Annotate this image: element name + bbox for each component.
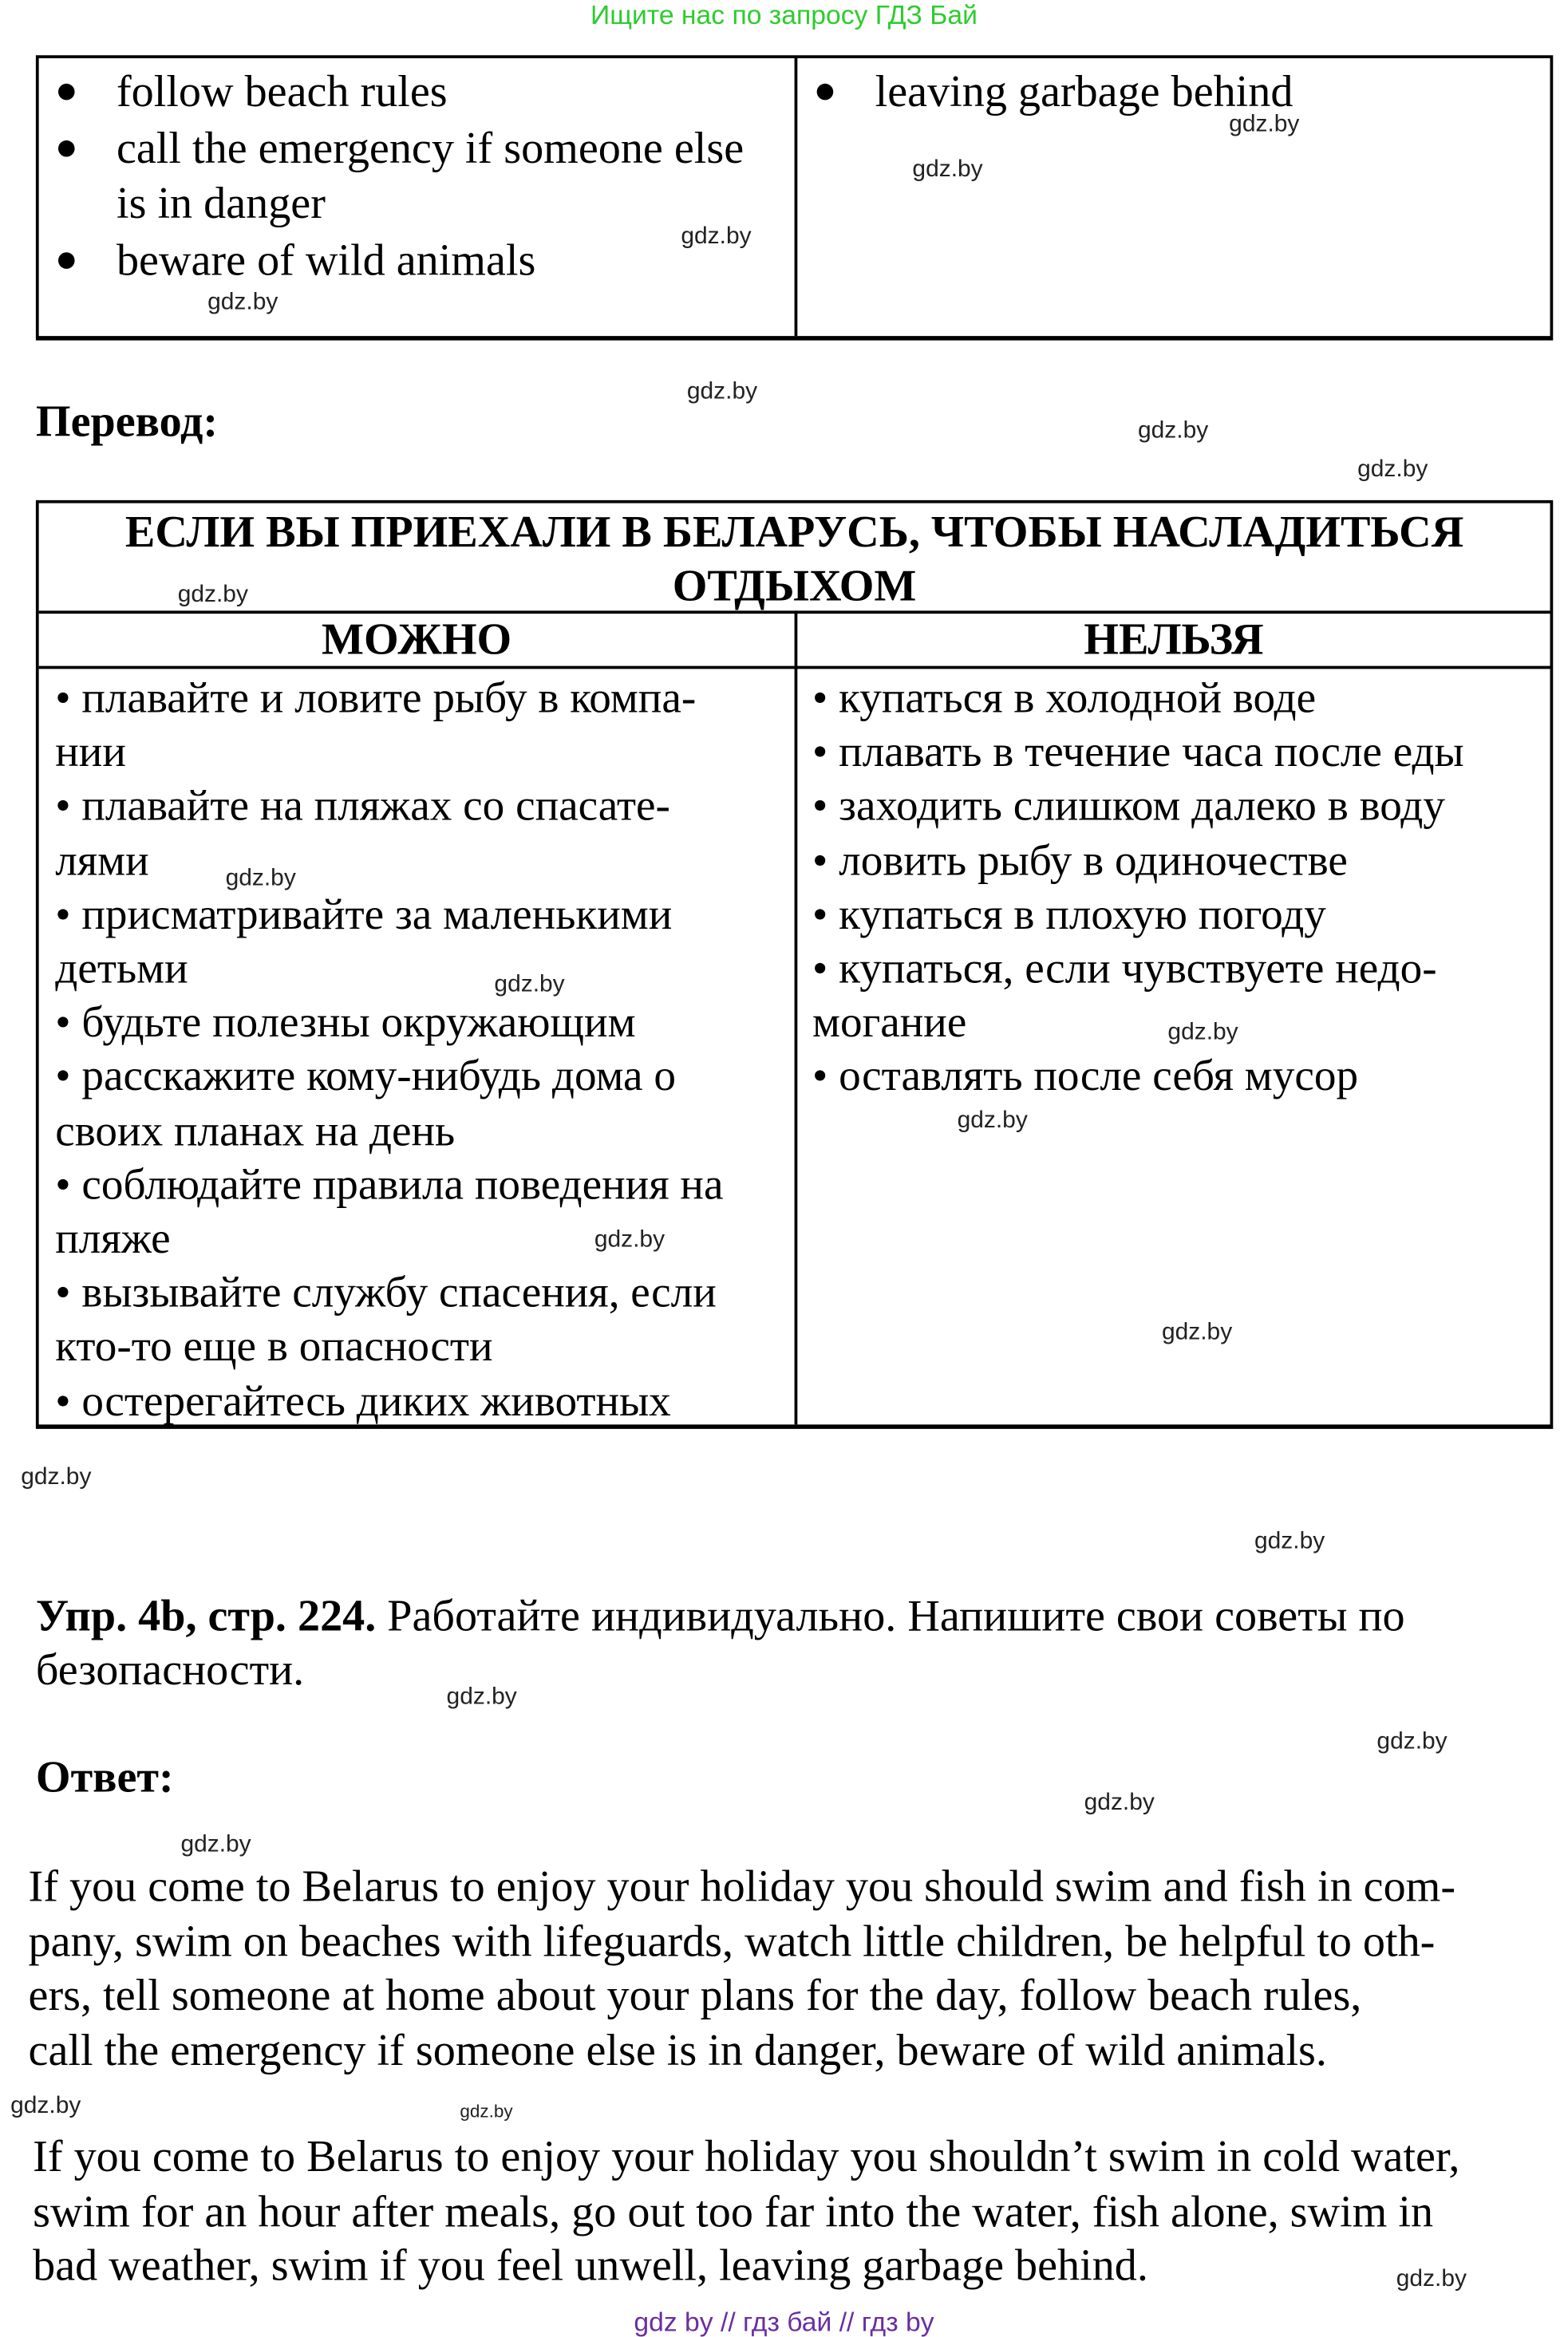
top-banner-link[interactable]: Ищите нас по запросу ГДЗ Бай bbox=[590, 0, 978, 30]
watermark-text: gdz.by bbox=[494, 972, 565, 998]
watermark-text: gdz.by bbox=[1161, 1320, 1233, 1346]
watermark-text: gdz.by bbox=[1376, 1729, 1448, 1755]
list-item: beware of wild animals bbox=[45, 232, 535, 288]
paragraph-line: swim for an hour after meals, go out too far into the water, fish alone, swim in bbox=[33, 2186, 1434, 2236]
column-divider bbox=[795, 58, 797, 336]
watermark-text: gdz.by bbox=[21, 1464, 92, 1490]
paragraph-line: pany, swim on beaches with lifeguards, watch little children, be helpful to oth- bbox=[28, 1916, 1436, 1966]
watermark-text: gdz.by bbox=[1396, 2266, 1467, 2292]
list-item: пляже bbox=[55, 1215, 171, 1264]
watermark-text: gdz.by bbox=[1229, 112, 1300, 138]
list-item: могание bbox=[812, 999, 967, 1048]
paragraph-line: ers, tell someone at home about your plans for the day, follow beach rules, bbox=[28, 1971, 1362, 2021]
watermark-text: gdz.by bbox=[1254, 1529, 1325, 1555]
list-item: • соблюдайте правила поведения на bbox=[55, 1161, 724, 1210]
list-item: • плавать в течение часа после еды bbox=[812, 728, 1464, 777]
watermark-text: gdz.by bbox=[225, 866, 296, 892]
watermark-text: gdz.by bbox=[681, 223, 752, 250]
table-title-line: ОТДЫХОМ bbox=[672, 561, 917, 611]
list-item: кто-то еще в опасности bbox=[55, 1323, 493, 1372]
footer-links[interactable]: gdz by // гдз бай // гдз by bbox=[634, 2307, 934, 2337]
list-item: • плавайте и ловите рыбу в компа- bbox=[55, 674, 697, 723]
exercise-text: безопасности. bbox=[35, 1645, 305, 1696]
answer-paragraph-shouldnt bbox=[33, 2130, 1459, 2294]
list-item: • заходить слишком далеко в воду bbox=[812, 783, 1445, 831]
translation-heading: Перевод: bbox=[35, 397, 219, 447]
watermark-text: gdz.by bbox=[686, 379, 758, 405]
list-item: • присматривайте за маленькими bbox=[55, 890, 673, 939]
exercise-reference: Упр. 4b, стр. 224. bbox=[35, 1591, 377, 1641]
list-item: своих планах на день bbox=[55, 1107, 456, 1155]
watermark-text: gdz.by bbox=[177, 582, 248, 608]
watermark-text: gdz.by bbox=[1167, 1020, 1238, 1045]
list-item: • оставлять после себя мусор bbox=[812, 1053, 1359, 1102]
list-item: нии bbox=[55, 728, 126, 777]
watermark-text: gdz.by bbox=[180, 1832, 251, 1858]
paragraph-line: bad weather, swim if you feel unwell, leaving garbage behind. bbox=[33, 2240, 1148, 2291]
paragraph-line: If you come to Belarus to enjoy your holiday you should swim and fish in com- bbox=[28, 1861, 1456, 1912]
list-item: call the emergency if someone else bbox=[45, 120, 744, 176]
exercise-task bbox=[36, 1590, 1405, 1699]
watermark-text: gdz.by bbox=[1084, 1790, 1155, 1816]
list-item: • будьте полезны окружающим bbox=[55, 999, 636, 1048]
answer-paragraph-should bbox=[29, 1861, 1456, 2078]
list-item: • расскажите кому-нибудь дома о bbox=[55, 1053, 676, 1102]
watermark-text: gdz.by bbox=[1357, 456, 1428, 483]
list-item: • плавайте на пляжах со спасате- bbox=[55, 783, 670, 831]
table-title-line: ЕСЛИ ВЫ ПРИЕХАЛИ В БЕЛАРУСЬ, ЧТОБЫ НАСЛАДИТЬСЯ bbox=[124, 507, 1464, 558]
paragraph-line: call the emergency if someone else is in danger, beware of wild animals. bbox=[28, 2025, 1327, 2075]
watermark-text: gdz.by bbox=[1138, 417, 1209, 444]
watermark-text: gdz.by bbox=[460, 2101, 513, 2122]
list-item: • купаться в холодной воде bbox=[812, 674, 1317, 723]
list-item: • купаться в плохую погоду bbox=[812, 890, 1326, 939]
watermark-text: gdz.by bbox=[446, 1684, 517, 1710]
list-item: • ловить рыбу в одиночестве bbox=[812, 837, 1348, 886]
watermark-text: gdz.by bbox=[957, 1107, 1028, 1134]
table-title bbox=[39, 506, 1550, 614]
watermark-text: gdz.by bbox=[594, 1227, 666, 1253]
list-item: детьми bbox=[55, 945, 188, 993]
list-item: follow beach rules bbox=[45, 64, 448, 120]
table1-right-cell bbox=[804, 64, 1544, 120]
dont-list bbox=[812, 672, 1464, 1104]
list-item: • купаться, если чувствуете недо- bbox=[812, 945, 1437, 993]
watermark-text: gdz.by bbox=[10, 2093, 81, 2119]
russian-rules-table bbox=[36, 500, 1553, 1429]
list-item: is in danger bbox=[116, 179, 326, 229]
do-list bbox=[55, 672, 723, 1429]
list-item: • остерегайтесь диких животных bbox=[55, 1377, 671, 1426]
column-header-dont: НЕЛЬЗЯ bbox=[1084, 615, 1264, 665]
watermark-text: gdz.by bbox=[912, 156, 983, 183]
list-item: • вызывайте службу спасения, если bbox=[55, 1269, 717, 1318]
list-item: leaving garbage behind bbox=[804, 64, 1294, 120]
paragraph-line: If you come to Belarus to enjoy your holiday you shouldn’t swim in cold water, bbox=[33, 2132, 1460, 2182]
answer-heading: Ответ: bbox=[35, 1753, 174, 1802]
column-header-do: МОЖНО bbox=[322, 615, 512, 665]
list-item: лями bbox=[55, 837, 149, 886]
watermark-text: gdz.by bbox=[207, 290, 278, 315]
exercise-text: Работайте индивидуально. Напишите свои советы по bbox=[376, 1591, 1405, 1641]
column-divider bbox=[795, 610, 797, 1424]
table1-left-cell bbox=[45, 64, 792, 288]
